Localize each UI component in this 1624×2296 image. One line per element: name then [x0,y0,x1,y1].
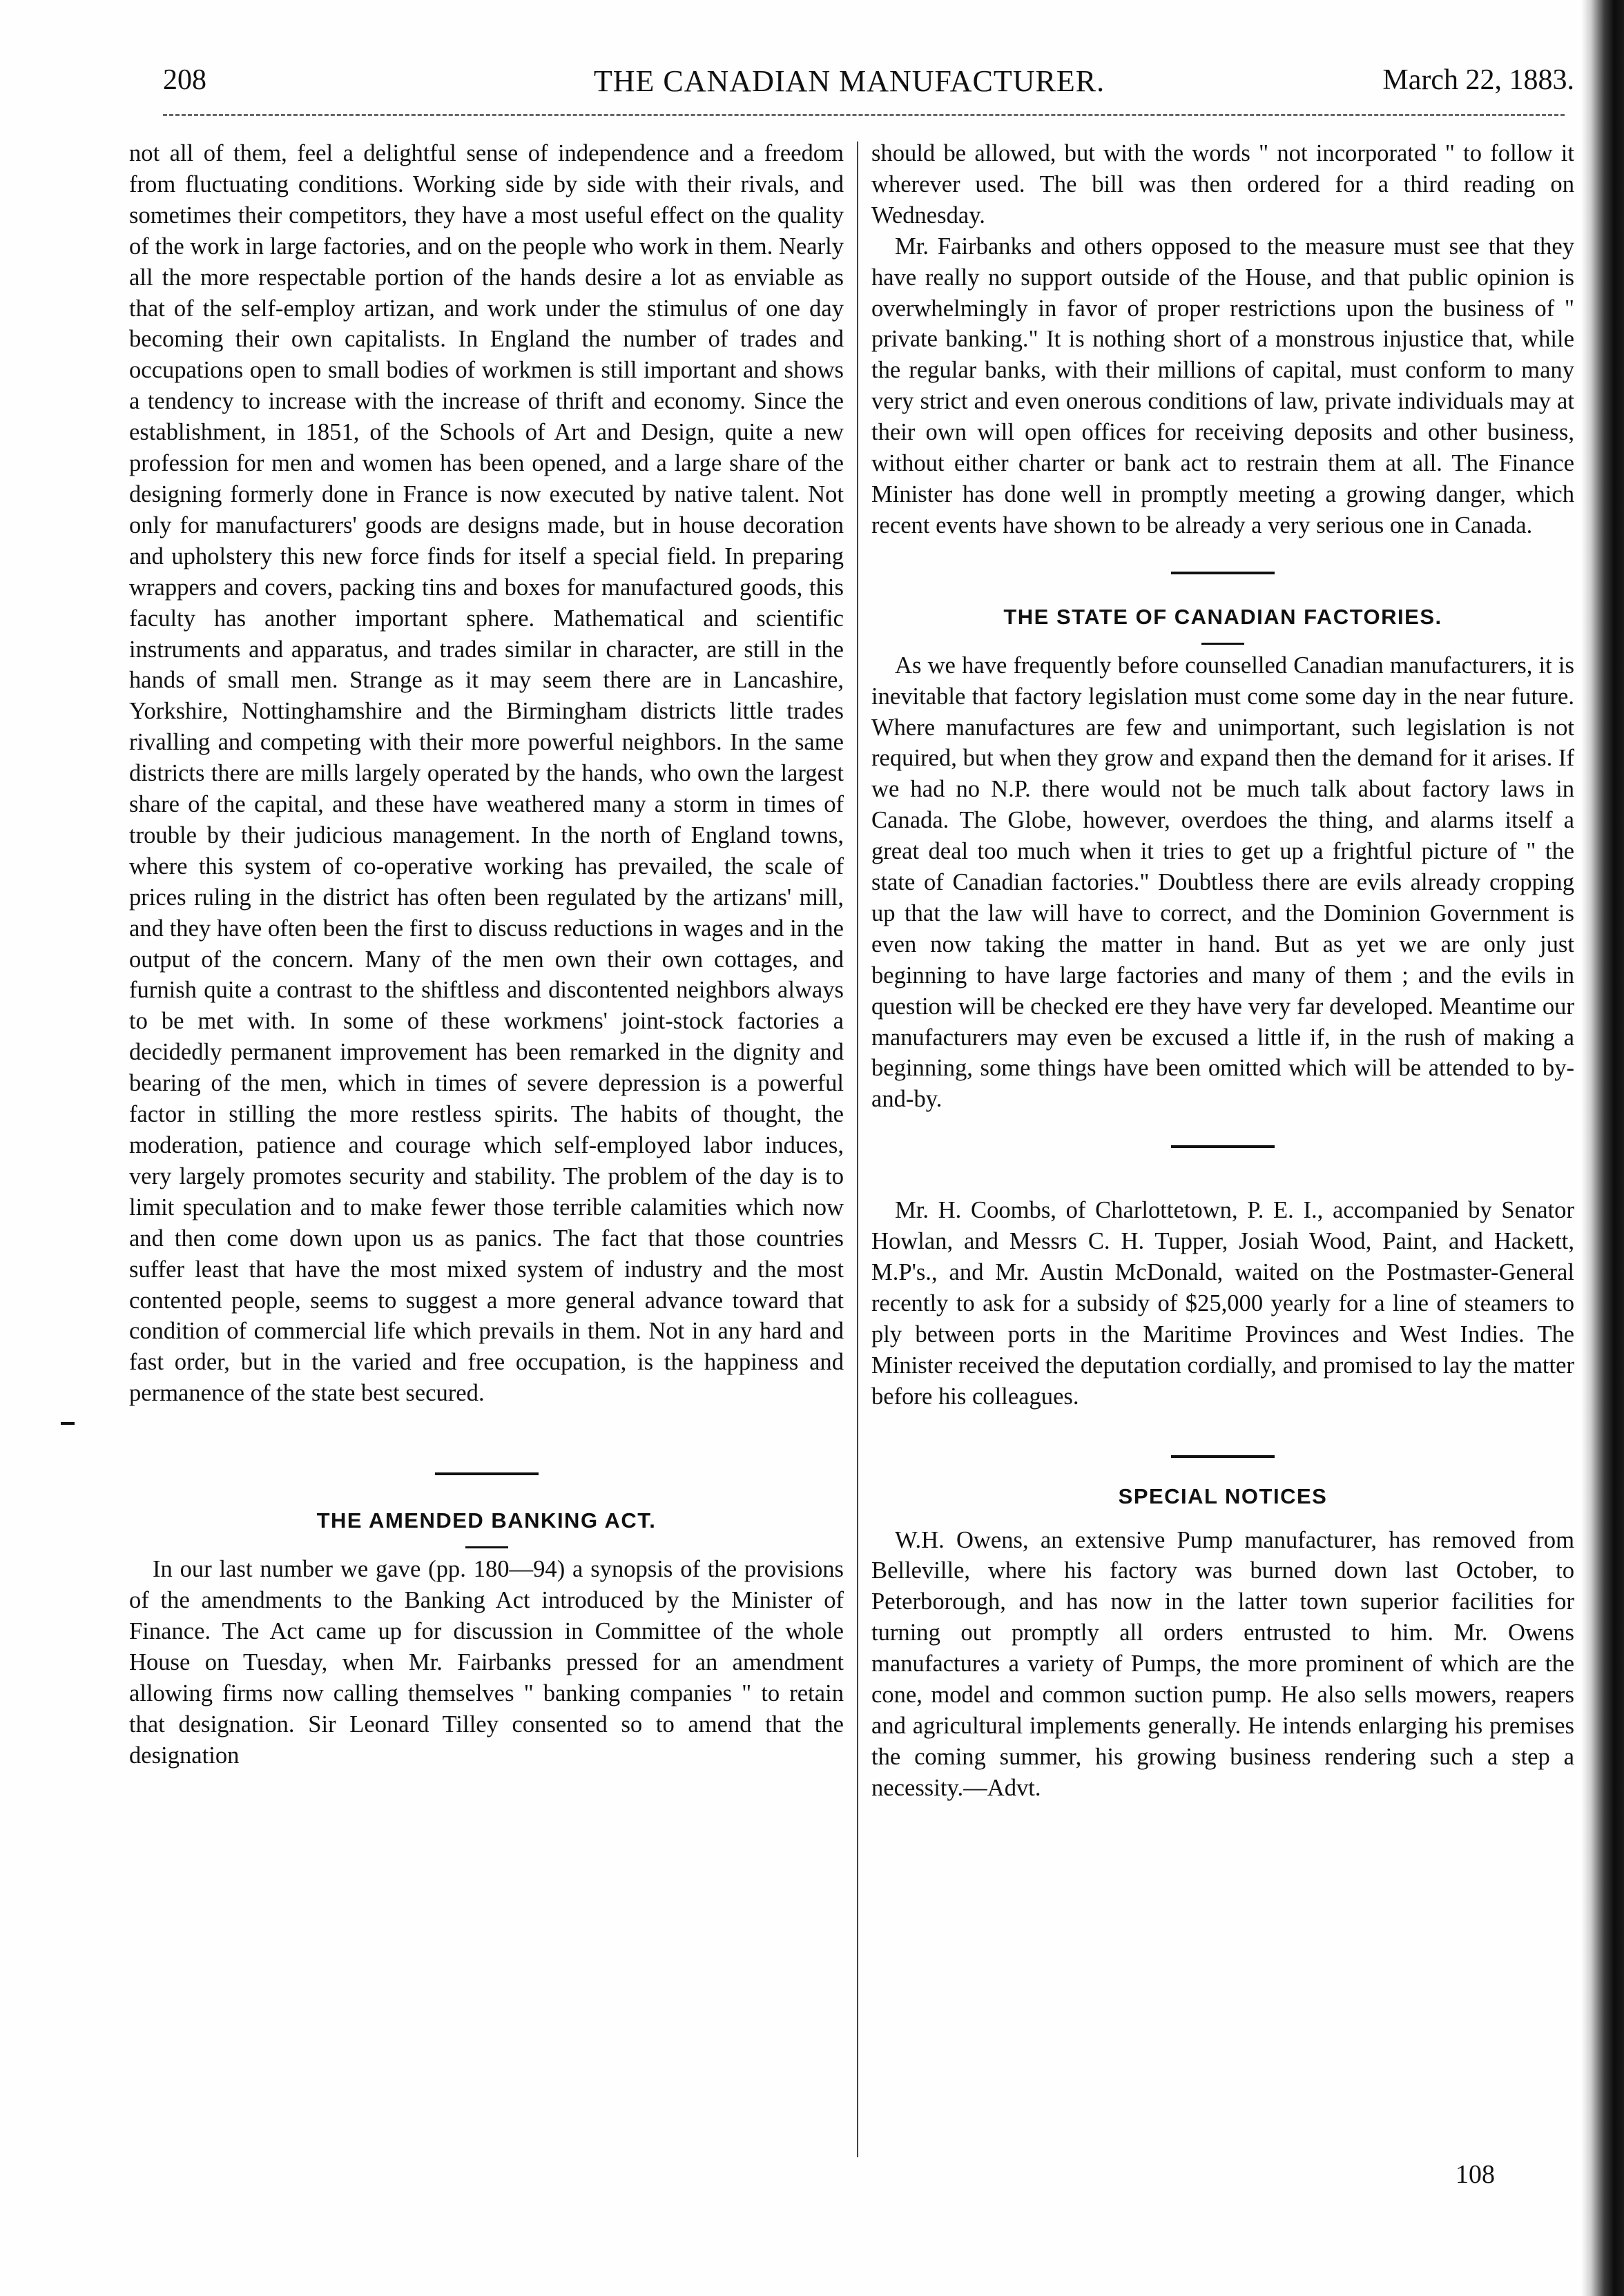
folio-number: 108 [1456,2160,1495,2189]
header-rule [163,114,1565,116]
left-column [129,138,844,1771]
page-number: 208 [163,64,206,96]
factories-heading: THE STATE OF CANADIAN FACTORIES. [1003,604,1442,629]
banking-act-paragraph-2: Mr. Fairbanks and others opposed to the measure must see that they have really no support outside of the House, and that public opinion is overwhelmingly in favor of proper restrictions upon the business of " private banking." It is nothing short of a monstrous injustice that, while the regular banks, with their millions of capital, must conform to many very strict and even onerous conditions of law, private individuals may at their own will open offices for receiving deposits and other business, without either charter or bank act to restrain them at all. The Finance Minister has done well in promptly meeting a growing danger, which recent events have shown to be already a very serious one in Canada. [871,233,1574,538]
banking-act-continuation: should be allowed, but with the words " not incorporated " to follow it wherever used. The bill was then ordered for a third reading on Wednesday. [871,140,1574,228]
masthead-title: THE CANADIAN MANUFACTURER. [593,64,1105,98]
right-column [871,138,1574,1804]
margin-mark [61,1422,75,1425]
factories-paragraph: As we have frequently before counselled Canadian manufacturers, it is inevitable that factory legislation must come some day in the near future. Where manufactures are few and unimportant, such legislation is not required, but when they grow and expand then the demand for it arises. If we had no N.P. there would not be much talk about factory laws in Canada. The Globe, however, overdoes the thing, and alarms itself a great deal too much when it tries to get up a frightful picture of " the state of Canadian factories." Doubtless there are evils already cropping up that the law will have to correct, and the Dominion Government is even now taking the matter in hand. But as yet we are only just beginning to have large factories and many of them ; and the evils in question will be checked ere they have very far developed. Meantime our manufacturers may even be excused a little if, in the rush of making a beginning, some things have been omitted which will be attended to by-and-by. [871,652,1574,1113]
article-continuation-paragraph: not all of them, feel a delightful sense of independence and a freedom from fluctuating conditions. Working side by side with their rivals, and sometimes their competitors, they have a most useful effect on the quality of the work in large factories, and on the people who work in them. Nearly all the more respectable portion of the hands desire a lot as enviable as that of the self-employ artizan, and work under the stimulus of one day becoming their own capitalists. In England the number of trades and occupations open to small bodies of workmen is still important and shows a tendency to increase with the increase of thrift and economy. Since the establishment, in 1851, of the Schools of Art and Design, quite a new profession for men and women has been opened, and a large share of the designing formerly done in France is now executed by native talent. Not only for manufacturers' goods are designs made, but in house decoration and upholstery this new force finds for itself a special field. In preparing wrappers and covers, packing tins and boxes for manufactured goods, this faculty has another important sphere. Mathematical and scientific instruments and apparatus, and trades similar in character, are still in the hands of small men. Strange as it may seem there are in Lancashire, Yorkshire, Nottinghamshire and the Birmingham districts little trades rivalling and competing with their more powerful neighbors. In the same districts there are mills largely operated by the hands, who own the largest share of the capital, and these have weathered many a storm in times of trouble by their judicious management. In the north of England towns, where this system of co-operative working has prevailed, the scale of prices ruling in the district has often been regulated by the artizans' mill, and they have often been the first to discuss reductions in wages and in the output of the concern. Many of the men own their own cottages, and furnish quite a contrast to the shiftless and discontented neighbors always to be met with. In some of these workmens' joint-stock factories a decidedly permanent improvement has been remarked in the dignity and bearing of the men, which in times of severe depression is a powerful factor in stilling the more restless spirits. The habits of thought, the moderation, patience and courage which self-employed labor induces, very largely promotes security and stability. The problem of the day is to limit speculation and to make fewer those terrible calamities which now and then come down upon us as panics. The fact that those countries suffer least that have the most mixed system of industry and the most contented people, seems to suggest a more general advance toward that condition of commercial life which prevails in them. Not in any hard and fast order, but in the varied and free occupation, is the happiness and permanence of the state best secured. [129,140,844,1407]
column-divider [857,142,858,2157]
binding-edge-shadow [1581,0,1624,2296]
banking-act-paragraph: In our last number we gave (pp. 180—94) a synopsis of the provisions of the amendments to the Banking Act introduced by the Minister of Finance. The Act came up for discussion in Committee of the whole House on Tuesday, when Mr. Fairbanks pressed for an amendment allowing firms now calling themselves " banking companies " to retain that designation. Sir Leonard Tilley consented so to amend that the designation [129,1556,844,1769]
banking-act-heading: THE AMENDED BANKING ACT. [316,1508,657,1533]
page-header [124,64,1574,119]
owens-notice-paragraph: W.H. Owens, an extensive Pump manufacturer, has removed from Belleville, where his factory was burned down last October, to Peterborough, and has now in the latter town superior facilities for turning out promptly all orders entrusted to him. Mr. Owens manufactures a variety of Pumps, the more prominent of which are the cone, model and common suction pump. He also sells mowers, reapers and agricultural implements generally. He intends enlarging his premises the coming summer, his growing business rendering such a step a necessity.—Advt. [871,1526,1574,1801]
coombs-paragraph: Mr. H. Coombs, of Charlottetown, P. E. I., accompanied by Senator Howlan, and Messrs C. H. Tupper, Josiah Wood, Paint, and Hackett, M.P's., and Mr. Austin McDonald, waited on the Postmaster-General recently to ask for a subsidy of $25,000 yearly for a line of steamers to ply between ports in the Maritime Provinces and West Indies. The Minister received the deputation cordially, and promised to lay the matter before his colleagues. [871,1197,1574,1410]
issue-date: March 22, 1883. [1382,64,1574,96]
special-notices-heading: SPECIAL NOTICES [1118,1483,1328,1508]
